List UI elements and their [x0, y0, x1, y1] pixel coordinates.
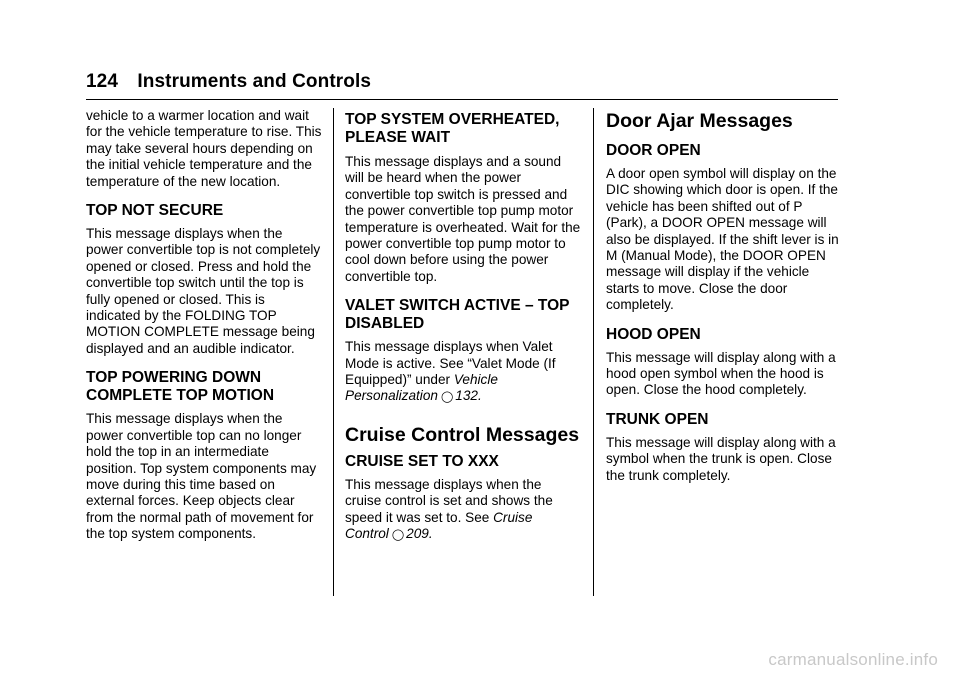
column-divider-2 [593, 108, 594, 596]
body-top-overheated: This message displays and a sound will be heard when the power convertible top switch is pressed and the power convertible top pump motor temperature is overheated. Wait for the power convertible top pump motor to cool down before using the power convertible top. [345, 154, 581, 284]
cruise-control-link[interactable]: Cruise Control [345, 509, 533, 542]
page-header [86, 71, 371, 93]
heading-cruise-set: CRUISE SET TO XXX [345, 452, 499, 470]
valet-body-text: This message displays when Valet Mode is active. See “Valet Mode (If Equipped)” under [345, 339, 556, 388]
heading-top-not-secure: TOP NOT SECURE [86, 202, 224, 220]
heading-hood-open: HOOD OPEN [606, 325, 701, 343]
heading-door-open: DOOR OPEN [606, 142, 701, 159]
column-2 [345, 108, 581, 544]
column-3 [606, 108, 842, 484]
page-number: 124 [86, 71, 119, 92]
body-hood-open: This message will display along with a hood open symbol when the hood is open. Close the hood completely. [606, 349, 836, 398]
vehicle-personalization-link[interactable]: Vehicle Personalization [345, 372, 498, 404]
heading-top-powering-down: TOP POWERING DOWN COMPLETE TOP MOTION [86, 369, 275, 405]
header-rule [86, 99, 838, 100]
body-trunk-open: This message will display along with a symbol when the trunk is open. Close the trunk completely. [606, 434, 836, 483]
body-valet-switch [345, 339, 581, 406]
heading-trunk-open: TRUNK OPEN [606, 410, 709, 428]
heading-top-overheated: TOP SYSTEM OVERHEATED, PLEASE WAIT [345, 111, 560, 146]
page-reference-icon: ◯ [440, 391, 454, 404]
column-1 [86, 108, 322, 543]
column-divider-1 [333, 108, 334, 596]
body-door-open: A door open symbol will display on the DIC showing which door is open. If the vehicle has been shifted out of P (Park), a DOOR OPEN message will also be displayed. If the shift lever is in M (Manual Mode), the DOOR OPEN message will display if the vehicle starts to move. Close the door completely. [606, 166, 839, 313]
cruise-ref-page[interactable]: 209. [406, 526, 433, 542]
chapter-title: Instruments and Controls [137, 71, 371, 92]
page-reference-icon: ◯ [391, 529, 405, 542]
body-top-powering-down: This message displays when the power convertible top can no longer hold the top in an intermediate position. Top system components may move during this time based on external forces. Keep objects clear from the normal path of movement for the top system components. [86, 411, 317, 542]
body-top-not-secure: This message displays when the power convertible top is not completely opened or closed. Press and hold the convertible top switch until the top is fully opened or closed. This is indicated by the FOLDING TOP MOTION COMPLETE message being displayed and an audible indicator. [86, 226, 321, 356]
heading-valet-switch: VALET SWITCH ACTIVE – TOP DISABLED [345, 297, 570, 333]
watermark-text: carmanualsonline.info [768, 650, 938, 669]
valet-ref-page[interactable]: 132. [455, 388, 482, 404]
cruise-body-text: This message displays when the cruise control is set and shows the speed it was set to. See [345, 476, 553, 525]
section-title-cruise: Cruise Control Messages [345, 423, 580, 446]
body-cruise-set [345, 477, 581, 544]
intro-paragraph: vehicle to a warmer location and wait for the vehicle temperature to rise. This may take several hours depending on the initial vehicle temperature and the temperature of the new location. [86, 108, 322, 189]
section-title-door-ajar: Door Ajar Messages [606, 110, 793, 132]
